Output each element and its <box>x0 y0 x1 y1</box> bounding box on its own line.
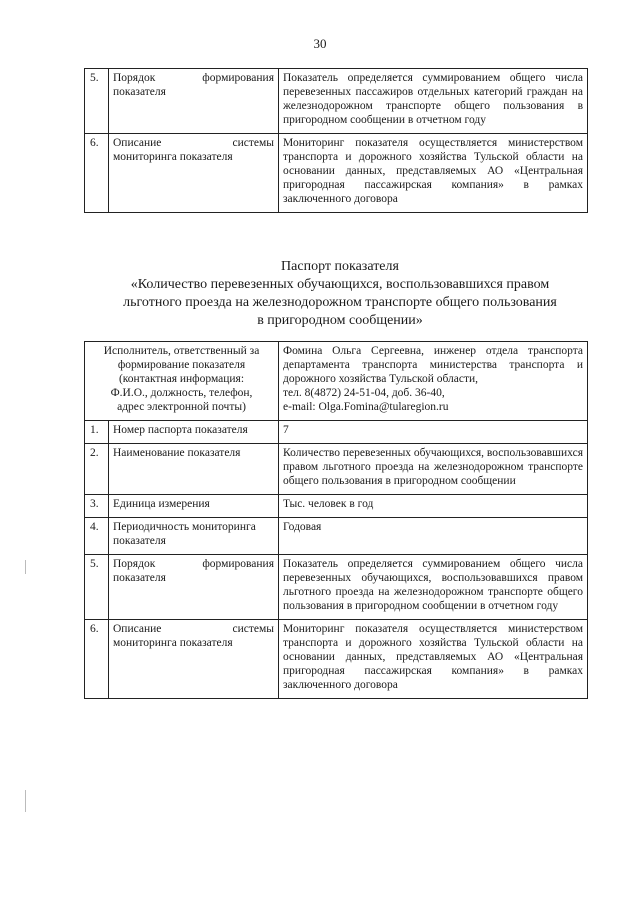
row-number: 4. <box>85 518 109 555</box>
row-number: 2. <box>85 444 109 495</box>
label-word: Порядок <box>113 72 156 84</box>
label-word: Описание <box>113 137 162 149</box>
passport-table <box>84 341 588 699</box>
executor-label-line: Ф.И.О., должность, телефон, <box>110 387 253 399</box>
scan-artifact-line <box>25 790 26 812</box>
table-row <box>85 495 588 518</box>
scan-artifact-line <box>25 560 26 574</box>
row-label <box>109 620 279 699</box>
label-word: показателя <box>113 572 166 584</box>
label-word: показателя <box>113 86 166 98</box>
executor-label-line: адрес электронной почты) <box>117 401 246 413</box>
row-value: Годовая <box>279 518 588 555</box>
row-number: 6. <box>85 134 109 213</box>
label-word: формирования <box>202 558 275 570</box>
table-row <box>85 421 588 444</box>
row-number: 5. <box>85 555 109 620</box>
label-word: мониторинга показателя <box>113 151 233 163</box>
row-label: Наименование показателя <box>109 444 279 495</box>
row-value: Показатель определяется суммированием общего числа перевезенных обучающихся, воспользовавшихся правом льготного проезда на железнодорожном транспорте общего пользования в пригородном сообщении в отчетном году <box>279 555 588 620</box>
indicator-table-continuation <box>84 68 588 213</box>
passport-subtitle-line: льготного проезда на железнодорожном транспорте общего пользования <box>123 295 557 310</box>
row-label <box>109 134 279 213</box>
executor-name: Фомина Ольга Сергеевна, инженер отдела транспорта департамента транспорта министерства транспорта и дорожного хозяйства Тульской области, <box>283 345 583 385</box>
row-label <box>109 69 279 134</box>
label-word: Порядок <box>113 558 156 570</box>
executor-phone: тел. 8(4872) 24-51-04, доб. 36-40, <box>283 387 445 399</box>
row-value: Показатель определяется суммированием общего числа перевезенных пассажиров отдельных категорий граждан на железнодорожном транспорте общего пользования в пригородном сообщении в отчетном году <box>279 69 588 134</box>
executor-label-line: формирование показателя <box>117 359 246 371</box>
row-value: Количество перевезенных обучающихся, воспользовавшихся правом льготного проезда на железнодорожном транспорте общего пользования в пригородном сообщении <box>279 444 588 495</box>
executor-label-line: (контактная информация: <box>118 373 245 385</box>
row-value: Мониторинг показателя осуществляется министерством транспорта и дорожного хозяйства Тульской области на основании данных, представляемых АО «Центральная пригородная пассажирская компания» в рамках заключенного договора <box>279 620 588 699</box>
table-row <box>85 555 588 620</box>
executor-label-line: Исполнитель, ответственный за <box>103 345 260 357</box>
table-row <box>85 620 588 699</box>
row-value: Мониторинг показателя осуществляется министерством транспорта и дорожного хозяйства Тульской области на основании данных, представляемых АО «Центральная пригородная пассажирская компания» в рамках заключенного договора <box>279 134 588 213</box>
row-value: Тыс. человек в год <box>279 495 588 518</box>
row-number: 3. <box>85 495 109 518</box>
passport-subtitle-line: «Количество перевезенных обучающихся, воспользовавшихся правом <box>130 277 550 292</box>
executor-row <box>85 342 588 421</box>
row-label: Номер паспорта показателя <box>109 421 279 444</box>
executor-value <box>279 342 588 421</box>
row-number: 1. <box>85 421 109 444</box>
label-word: мониторинга показателя <box>113 637 233 649</box>
executor-label <box>85 342 279 421</box>
executor-email: e-mail: Olga.Fomina@tularegion.ru <box>283 401 449 413</box>
table-row <box>85 444 588 495</box>
label-word: системы <box>232 137 274 149</box>
label-word: формирования <box>202 72 274 84</box>
label-word: системы <box>232 623 275 635</box>
label-word: Описание <box>113 623 162 635</box>
table-row <box>85 518 588 555</box>
passport-title <box>70 258 610 330</box>
table-row <box>85 134 588 213</box>
row-label: Единица измерения <box>109 495 279 518</box>
row-label <box>109 555 279 620</box>
passport-subtitle-line: в пригородном сообщении» <box>257 313 423 328</box>
row-label: Периодичность мониторинга показателя <box>109 518 279 555</box>
page-number: 30 <box>313 36 327 51</box>
passport-heading: Паспорт показателя <box>281 259 399 274</box>
row-number: 5. <box>85 69 109 134</box>
row-number: 6. <box>85 620 109 699</box>
table-row <box>85 69 588 134</box>
row-value: 7 <box>279 421 588 444</box>
